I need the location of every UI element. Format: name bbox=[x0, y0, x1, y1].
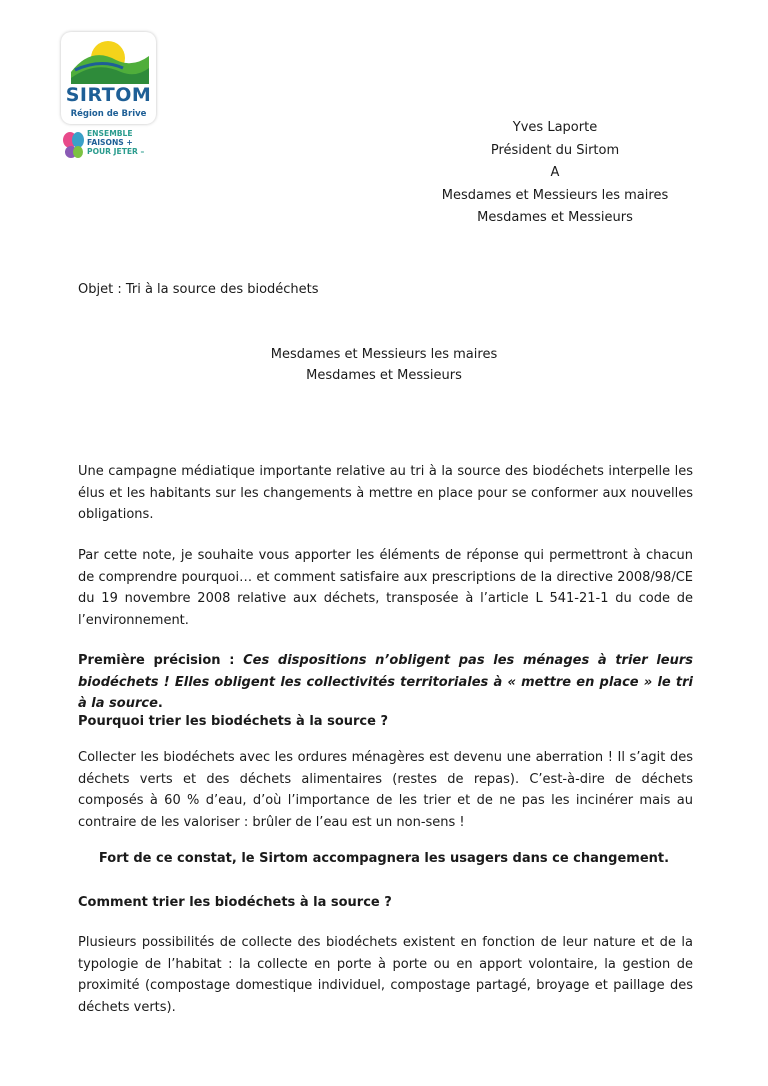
precision-emphasis: Ces dispositions n’obligent pas les ménages à trier leurs biodéchets ! Elles obligent les collectivités territoriales à « mettre en place » le tri à la source bbox=[78, 653, 693, 711]
logo-name: SIRTOM bbox=[65, 84, 152, 106]
paragraph-first-precision bbox=[78, 650, 693, 715]
sender-name: Yves Laporte bbox=[512, 120, 598, 135]
paragraph-how: Plusieurs possibilités de collecte des biodéchets existent en fonction de leur nature et de la typologie de l’habitat : la collecte en porte à porte ou en apport volontaire, la gestion de proximité (compostage domestique individuel, compostage partagé, broyage et paillage des déchets verts). bbox=[78, 935, 693, 1015]
recipient-general: Mesdames et Messieurs bbox=[477, 210, 633, 225]
salutation-line-1: Mesdames et Messieurs les maires bbox=[270, 347, 498, 362]
heading-why: Pourquoi trier les biodéchets à la source ? bbox=[78, 714, 389, 729]
recipient-block bbox=[390, 117, 720, 230]
slogan-line-3: POUR JETER – bbox=[87, 147, 145, 157]
slogan-line-2: FAISONS + bbox=[87, 138, 133, 148]
recipient-to: A bbox=[550, 165, 560, 180]
paragraph-why: Collecter les biodéchets avec les ordures ménagères est devenu une aberration ! Il s’agit des déchets verts et des déchets alimentaires (restes de repas). C’est-à-dire de déchets composés à 60 % d’eau, d’où l’importance de les trier et de ne pas les incinérer mais au contraire de les valoriser : brûler de l’eau est un non-sens ! bbox=[78, 750, 693, 830]
logo-subtitle: Région de Brive bbox=[70, 109, 147, 119]
slogan-block bbox=[63, 129, 173, 165]
letter-subject: Objet : Tri à la source des biodéchets bbox=[78, 282, 319, 297]
precision-end: . bbox=[157, 696, 163, 711]
paragraph-intro: Une campagne médiatique importante relative au tri à la source des biodéchets interpelle les élus et les habitants sur les changements à mettre en place pour se conformer aux nouvelles obligations. bbox=[78, 464, 693, 522]
statement-centered: Fort de ce constat, le Sirtom accompagnera les usagers dans ce changement. bbox=[98, 851, 670, 866]
slogan-line-1: ENSEMBLE bbox=[87, 129, 133, 138]
salutation-line-2: Mesdames et Messieurs bbox=[306, 368, 462, 383]
heading-how: Comment trier les biodéchets à la source ? bbox=[78, 895, 392, 910]
recipient-mayors: Mesdames et Messieurs les maires bbox=[441, 187, 669, 203]
paragraph-purpose: Par cette note, je souhaite vous apporter les éléments de réponse qui permettront à chacun de comprendre pourquoi… et comment satisfaire aux prescriptions de la directive 2008/98/CE du 19 novembre 2008 relative aux déchets, transposée à l’article L 541-21-1 du code de l’environnement. bbox=[78, 548, 693, 628]
butterfly-icon bbox=[63, 131, 85, 161]
sender-title: Président du Sirtom bbox=[490, 142, 620, 158]
precision-label: Première précision : bbox=[78, 653, 244, 668]
sirtom-logo bbox=[61, 32, 156, 124]
salutation bbox=[0, 344, 768, 386]
